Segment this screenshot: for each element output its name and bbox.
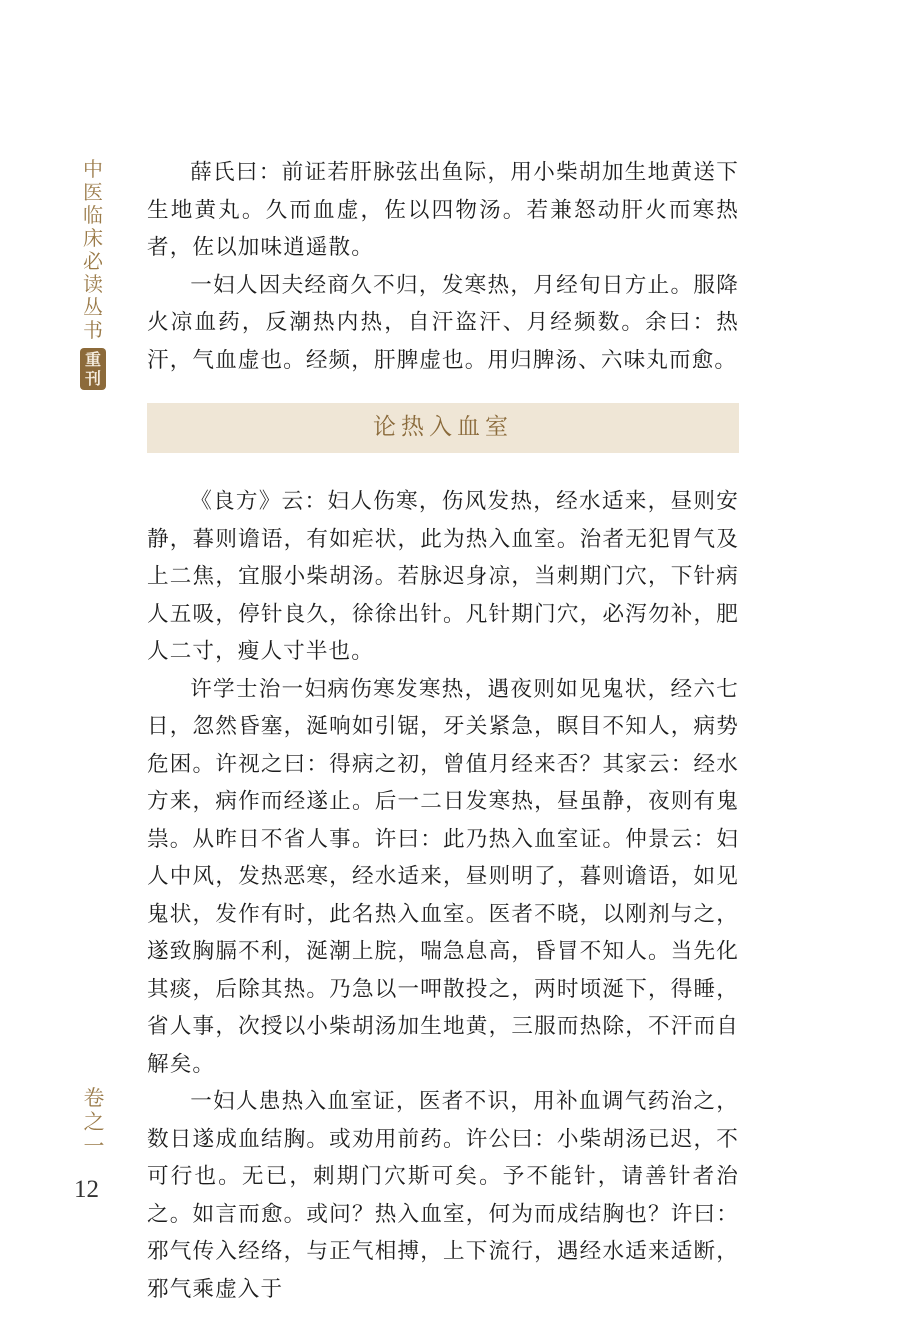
paragraph: 一妇人患热入血室证，医者不识，用补血调气药治之，数日遂成血结胸。或劝用前药。许公曰：小柴胡汤已迟，不可行也。无已，刺期门穴斯可矣。予不能针，请善针者治之。如言而愈。或问？热入血室，何为而成结胸也？许曰：邪气传入经络，与正气相搏，上下流行，遇经水适来适断，邪气乘虚入于 [147, 1089, 739, 1302]
volume-label-char: 卷 [83, 1086, 105, 1110]
volume-label [80, 1086, 108, 1158]
series-title [76, 158, 110, 390]
stamp-char: 重 [84, 350, 101, 369]
main-text [147, 154, 739, 1308]
stamp-char: 刊 [84, 369, 101, 388]
section-title: 论热入血室 [373, 414, 513, 441]
series-title-char: 读 [83, 272, 103, 296]
paragraph: 一妇人因夫经商久不归，发寒热，月经旬日方止。服降火凉血药，反潮热内热，自汗盗汗、月经频数。余曰：热汗，气血虚也。经频，肝脾虚也。用归脾汤、六味丸而愈。 [147, 272, 739, 373]
paragraph: 薛氏曰：前证若肝脉弦出鱼际，用小柴胡加生地黄送下生地黄丸。久而血虚，佐以四物汤。若兼怒动肝火而寒热者，佐以加味逍遥散。 [147, 160, 739, 260]
series-stamp [80, 348, 106, 390]
series-title-char: 床 [83, 226, 103, 250]
series-title-char: 医 [83, 180, 103, 204]
page-number: 12 [74, 1176, 99, 1203]
section-heading-banner [147, 403, 739, 453]
series-title-char: 中 [83, 157, 103, 181]
series-title-char: 临 [83, 203, 103, 227]
series-title-char: 必 [83, 249, 103, 273]
volume-label-char: 之 [83, 1110, 105, 1134]
series-title-char: 书 [83, 318, 103, 342]
paragraph: 《良方》云：妇人伤寒，伤风发热，经水适来，昼则安静，暮则谵语，有如疟状，此为热入血室。治者无犯胃气及上二焦，宜服小柴胡汤。若脉迟身凉，当刺期门穴，下针病人五吸，停针良久，徐徐出针。凡针期门穴，必泻勿补，肥人二寸，瘦人寸半也。 [147, 489, 739, 664]
volume-label-char: 一 [83, 1134, 105, 1158]
paragraph: 许学士治一妇病伤寒发寒热，遇夜则如见鬼状，经六七日，忽然昏塞，涎响如引锯，牙关紧急，瞑目不知人，病势危困。许视之曰：得病之初，曾值月经来否？其家云：经水方来，病作而经遂止。后一二日发寒热，昼虽静，夜则有鬼祟。从昨日不省人事。许曰：此乃热入血室证。仲景云：妇人中风，发热恶寒，经水适来，昼则明了，暮则谵语，如见鬼状，发作有时，此名热入血室。医者不晓，以刚剂与之，遂致胸膈不利，涎潮上脘，喘急息高，昏冒不知人。当先化其痰，后除其热。乃急以一呷散投之，两时顷涎下，得睡，省人事，次授以小柴胡汤加生地黄，三服而热除，不汗而自解矣。 [147, 676, 739, 1077]
series-title-char: 丛 [83, 295, 103, 319]
